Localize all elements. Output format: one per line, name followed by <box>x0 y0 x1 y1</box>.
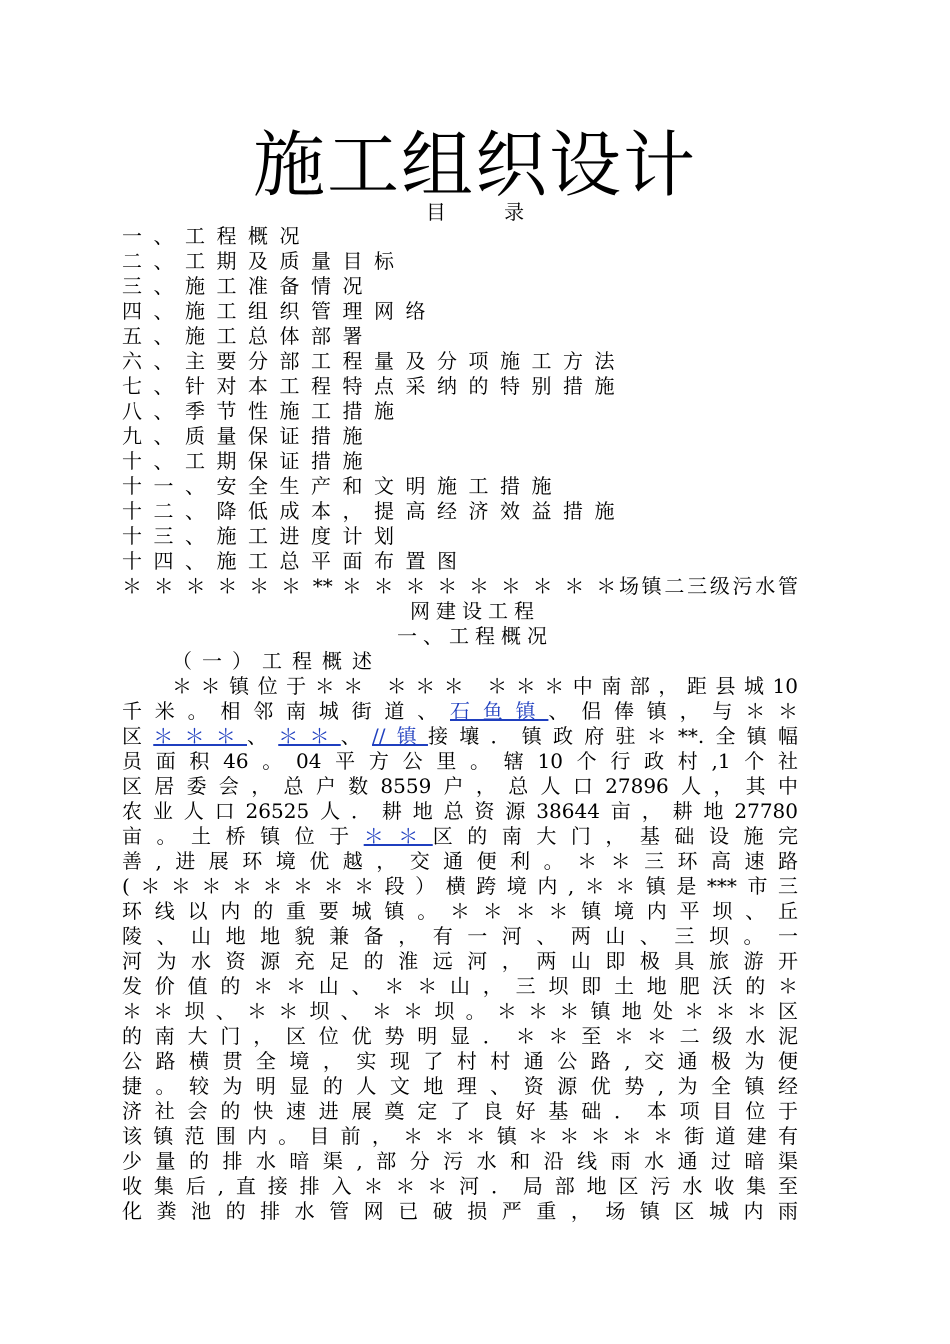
body-line: 环线以内的重要城镇。＊＊＊＊镇境内平坝、丘 <box>122 899 798 923</box>
body-line: 公路横贯全境，实现了村村通公路,交通极为便 <box>122 1049 798 1073</box>
project-title-line: ＊ ＊ ＊ ＊ ＊ ＊ ** ＊ ＊ ＊ ＊ ＊ ＊ ＊ ＊ ＊场镇二三级污水管 <box>122 574 798 598</box>
body-line: 亩。土桥镇位于＊＊区的南大门，基础设施完 <box>122 824 798 848</box>
toc-item: 十一、安全生产和文明施工措施 <box>122 474 563 498</box>
body-line: 该镇范围内。目前，＊＊＊镇＊＊＊＊＊街道建有 <box>122 1124 798 1148</box>
body-line: 千米。相邻南城街道、石鱼镇、侣俸镇，与＊＊ <box>122 699 798 723</box>
place-link[interactable]: //镇 <box>372 724 428 748</box>
document-title: 施工组织设计 <box>252 123 697 207</box>
toc-item: 八、季节性施工措施 <box>122 399 406 423</box>
body-line: 发价值的＊＊山、＊＊山，三坝即土地肥沃的＊ <box>122 974 798 998</box>
project-title-line: 网建设工程 <box>410 599 540 623</box>
toc-item: 一、工程概况 <box>122 224 311 248</box>
body-line: 捷。较为明显的人文地理、资源优势,为全镇经 <box>122 1074 798 1098</box>
body-line: (＊＊＊＊＊＊＊＊段）横跨境内,＊＊镇是***市三 <box>122 874 798 898</box>
body-line: 收集后,直接排入＊＊＊河．局部地区污水收集至 <box>122 1174 798 1198</box>
toc-item: 三、施工准备情况 <box>122 274 374 298</box>
toc-item: 七、针对本工程特点采纳的特别措施 <box>122 374 626 398</box>
body-line: 农业人口26525人．耕地总资源38644亩，耕地27780 <box>122 799 798 823</box>
body-line: 区居委会，总户数8559户，总人口27896人，其中 <box>122 774 798 798</box>
toc-item: 六、主要分部工程量及分项施工方法 <box>122 349 626 373</box>
body-line: ＊＊坝、＊＊坝、＊＊坝。＊＊＊镇地处＊＊＊区 <box>122 999 798 1023</box>
place-link[interactable]: ＊＊＊ <box>153 724 247 748</box>
toc-item: 十四、施工总平面布置图 <box>122 549 469 573</box>
toc-item: 十、工期保证措施 <box>122 449 374 473</box>
body-line: ＊＊镇位于＊＊ ＊＊＊ ＊＊＊中南部，距县城10 <box>172 674 798 698</box>
table-of-contents <box>122 224 626 574</box>
body-line: 陵、山地地貌兼备，有一河、两山、三坝。一 <box>122 924 798 948</box>
place-link[interactable]: 石鱼镇 <box>450 699 549 723</box>
body-line: 善,进展环境优越，交通便利。＊＊三环高速路 <box>122 849 798 873</box>
body-line: 少量的排水暗渠,部分污水和沿线雨水通过暗渠 <box>122 1149 798 1173</box>
body-line: 化粪池的排水管网已破损严重，场镇区城内雨 <box>122 1199 798 1223</box>
toc-item: 九、质量保证措施 <box>122 424 374 448</box>
section-heading: 一、工程概况 <box>397 624 553 648</box>
place-link[interactable]: ＊＊ <box>363 824 433 848</box>
subsection-heading: （一）工程概述 <box>172 649 382 673</box>
body-line: 区＊＊＊、＊＊、//镇接壤．镇政府驻＊**.全镇幅 <box>122 724 798 748</box>
toc-item: 二、工期及质量目标 <box>122 249 406 273</box>
body-line: 的南大门，区位优势明显．＊＊至＊＊二级水泥 <box>122 1024 798 1048</box>
toc-heading: 目 录 <box>425 200 525 224</box>
toc-item: 十三、施工进度计划 <box>122 524 406 548</box>
toc-item: 四、施工组织管理网络 <box>122 299 437 323</box>
body-line: 员面积46。04平方公里。辖10个行政村,1个社 <box>122 749 798 773</box>
body-line: 河为水资源充足的淮远河，两山即极具旅游开 <box>122 949 798 973</box>
body-line: 济社会的快速进展奠定了良好基础．本项目位于 <box>122 1099 798 1123</box>
toc-item: 五、施工总体部署 <box>122 324 374 348</box>
place-link[interactable]: ＊＊ <box>278 724 341 748</box>
toc-item: 十二、降低成本，提高经济效益措施 <box>122 499 626 523</box>
